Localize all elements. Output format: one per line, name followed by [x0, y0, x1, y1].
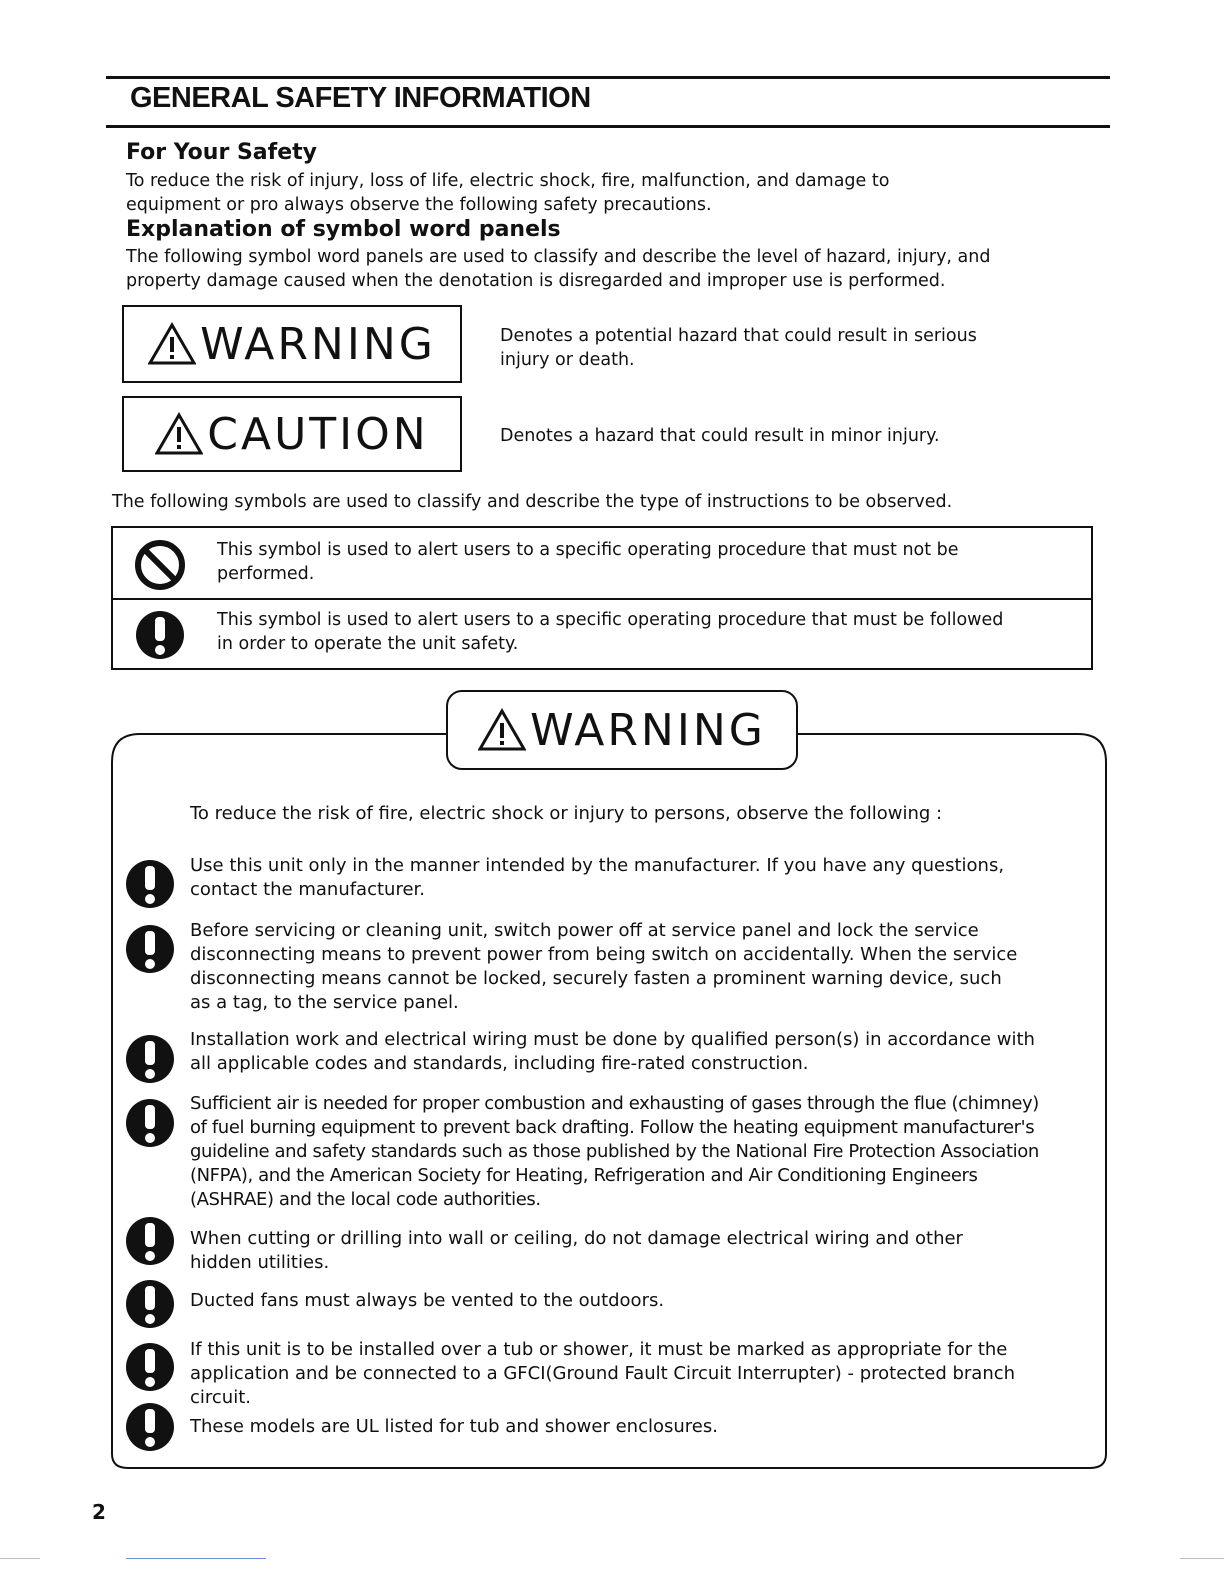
text-line: (ASHRAE) and the local code authorities.	[190, 1189, 541, 1210]
exclamation-icon	[123, 1214, 177, 1268]
text-line: property damage caused when the denotation is disregarded and improper use is performed.	[126, 271, 946, 291]
text-line: Ducted fans must always be vented to the outdoors.	[190, 1290, 665, 1311]
text-line: If this unit is to be installed over a tub or shower, it must be marked as appropriate for the	[190, 1339, 1008, 1360]
warning-box-intro: To reduce the risk of fire, electric shock or injury to persons, observe the following :	[190, 803, 943, 824]
exclamation-icon	[123, 1340, 177, 1394]
text-line: (NFPA), and the American Society for Heating, Refrigeration and Air Conditioning Engineers	[190, 1165, 978, 1186]
warning-panel	[122, 305, 462, 383]
text-line: Installation work and electrical wiring must be done by qualified person(s) in accordance with	[190, 1029, 1035, 1050]
text-line: as a tag, to the service panel.	[190, 992, 459, 1013]
text-line: in order to operate the unit safety.	[217, 634, 519, 654]
warning-box-label	[446, 690, 798, 770]
footer-line	[126, 1558, 266, 1559]
warning-item	[190, 1415, 1100, 1439]
text-line: Denotes a hazard that could result in minor injury.	[500, 426, 940, 446]
for-your-safety-heading: For Your Safety	[126, 140, 317, 165]
warning-item	[190, 1028, 1100, 1076]
exclamation-icon	[123, 857, 177, 911]
text-line: performed.	[217, 564, 315, 584]
page-number: 2	[92, 1500, 106, 1524]
explanation-text	[126, 245, 1086, 293]
exclamation-icon	[123, 1032, 177, 1086]
warning-item	[190, 1338, 1100, 1410]
text-line: application and be connected to a GFCI(Ground Fault Circuit Interrupter) - protected branch	[190, 1363, 1016, 1384]
text-line: injury or death.	[500, 350, 635, 370]
warning-item	[190, 1227, 1100, 1275]
warning-box-word: WARNING	[530, 704, 766, 756]
warning-triangle-icon	[148, 322, 196, 366]
text-line: circuit.	[190, 1387, 251, 1408]
symbol-mandatory-text	[217, 608, 1077, 656]
text-line: The following symbol word panels are used to classify and describe the level of hazard, injury, and	[126, 247, 991, 267]
warning-word: WARNING	[200, 318, 436, 370]
text-line: This symbol is used to alert users to a specific operating procedure that must not be	[217, 540, 959, 560]
text-line: Use this unit only in the manner intended by the manufacturer. If you have any questions,	[190, 855, 1005, 876]
text-line: disconnecting means cannot be locked, securely fasten a prominent warning device, such	[190, 968, 1002, 989]
symbol-row-mandatory	[113, 598, 1091, 670]
footer-line	[0, 1558, 40, 1559]
warning-item	[190, 1092, 1100, 1212]
warning-item	[190, 854, 1100, 902]
text-line: Before servicing or cleaning unit, switch power off at service panel and lock the service	[190, 920, 979, 941]
warning-triangle-icon	[478, 708, 526, 752]
text-line: Sufficient air is needed for proper combustion and exhausting of gases through the flue (chimney)	[190, 1093, 1039, 1114]
warning-triangle-icon	[155, 412, 203, 456]
symbol-prohibited-text	[217, 538, 1077, 586]
text-line: all applicable codes and standards, including fire-rated construction.	[190, 1053, 809, 1074]
prohibition-icon	[133, 538, 187, 592]
top-rule	[106, 76, 1110, 79]
text-line: hidden utilities.	[190, 1252, 330, 1273]
symbol-row-prohibited	[113, 528, 1091, 598]
text-line: contact the manufacturer.	[190, 879, 426, 900]
text-line: disconnecting means to prevent power from being switch on accidentally. When the service	[190, 944, 1018, 965]
exclamation-icon	[123, 922, 177, 976]
exclamation-icon	[123, 1277, 177, 1331]
page-title: GENERAL SAFETY INFORMATION	[130, 82, 591, 114]
exclamation-icon	[133, 608, 187, 662]
text-line: guideline and safety standards such as those published by the National Fire Protection Association	[190, 1141, 1039, 1162]
title-underline	[106, 125, 1110, 128]
for-your-safety-text	[126, 169, 1086, 217]
text-line: This symbol is used to alert users to a specific operating procedure that must be followed	[217, 610, 1004, 630]
caution-word: CAUTION	[207, 408, 429, 460]
footer-line	[1180, 1558, 1224, 1559]
warning-item	[190, 919, 1100, 1015]
caution-panel	[122, 396, 462, 472]
caution-description	[500, 424, 1060, 448]
exclamation-icon	[123, 1400, 177, 1454]
explanation-heading: Explanation of symbol word panels	[126, 217, 561, 242]
symbols-intro: The following symbols are used to classify and describe the type of instructions to be observed.	[112, 492, 953, 512]
exclamation-icon	[123, 1096, 177, 1150]
text-line: These models are UL listed for tub and shower enclosures.	[190, 1416, 718, 1437]
warning-item	[190, 1289, 1100, 1313]
text-line: To reduce the risk of injury, loss of life, electric shock, fire, malfunction, and damage to	[126, 171, 890, 191]
warning-description	[500, 324, 1060, 372]
text-line: equipment or pro always observe the following safety precautions.	[126, 195, 712, 215]
text-line: When cutting or drilling into wall or ceiling, do not damage electrical wiring and other	[190, 1228, 963, 1249]
symbols-table	[111, 526, 1093, 670]
text-line: of fuel burning equipment to prevent back drafting. Follow the heating equipment manufacturer's	[190, 1117, 1035, 1138]
text-line: Denotes a potential hazard that could result in serious	[500, 326, 977, 346]
